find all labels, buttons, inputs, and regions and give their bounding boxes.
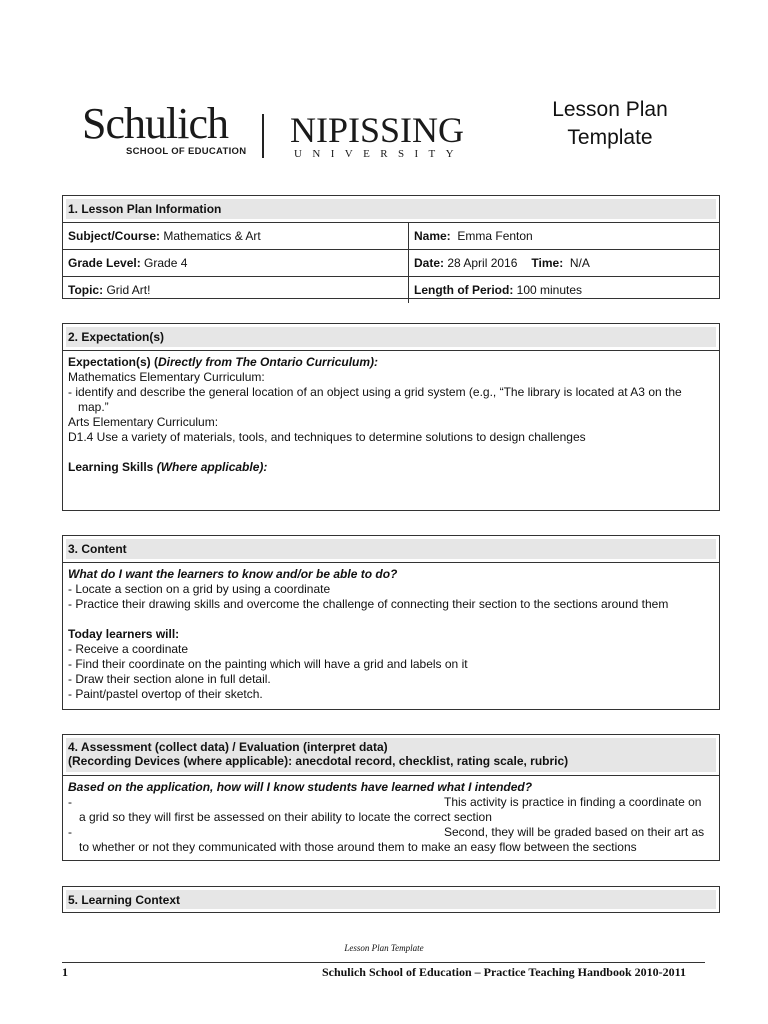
subject-value: Mathematics & Art bbox=[160, 229, 261, 243]
item-continuation: a grid so they will first be assessed on their ability to locate the correct section bbox=[79, 810, 492, 824]
list-item: - Find their coordinate on the painting which will have a grid and labels on it bbox=[68, 657, 468, 671]
grade-value: Grade 4 bbox=[140, 256, 188, 270]
page-number: 1 bbox=[62, 965, 68, 979]
section-heading: 3. Content bbox=[66, 539, 716, 559]
body-line: Arts Elementary Curriculum: bbox=[68, 415, 219, 429]
info-row bbox=[63, 249, 719, 276]
logo-divider bbox=[262, 114, 264, 158]
body-line: - identify and describe the general location of an object using a grid system (e.g., “The library is located at A3 on the map.” bbox=[68, 385, 682, 414]
list-item: - Draw their section alone in full detail. bbox=[68, 672, 271, 686]
name-cell bbox=[409, 223, 533, 249]
expectations-label: Expectation(s) ( bbox=[68, 355, 159, 369]
date-label: Date: bbox=[414, 256, 445, 270]
section-body bbox=[63, 351, 719, 479]
date-time-cell bbox=[409, 250, 590, 276]
item-dash: - bbox=[68, 825, 72, 839]
topic-cell bbox=[63, 277, 409, 303]
nipissing-logo-subtitle: UNIVERSITY bbox=[294, 148, 464, 160]
section-header bbox=[63, 887, 719, 912]
body-line: Mathematics Elementary Curriculum: bbox=[68, 370, 265, 384]
item-dash: - bbox=[68, 795, 72, 809]
section-heading: 2. Expectation(s) bbox=[66, 327, 716, 347]
assessment-heading-line1: 4. Assessment (collect data) / Evaluation (interpret data) bbox=[68, 740, 388, 754]
content-question: What do I want the learners to know and/or be able to do? bbox=[68, 567, 398, 581]
section-expectations bbox=[62, 323, 720, 511]
list-item: - Practice their drawing skills and overcome the challenge of connecting their section to the sections around them bbox=[68, 597, 669, 611]
topic-label: Topic: bbox=[68, 283, 104, 297]
section-header bbox=[63, 196, 719, 223]
section-learning-context bbox=[62, 886, 720, 913]
item-text: This activity is practice in finding a coordinate on bbox=[444, 795, 702, 809]
length-cell bbox=[409, 277, 582, 303]
name-label: Name: bbox=[414, 229, 451, 243]
item-continuation: to whether or not they communicated with those around them to make an easy flow between the sections bbox=[79, 840, 637, 854]
topic-value: Grid Art! bbox=[103, 283, 151, 297]
footer-template-label: Lesson Plan Template bbox=[344, 943, 424, 953]
info-row bbox=[63, 223, 719, 249]
section-body bbox=[63, 776, 719, 859]
schulich-logo bbox=[82, 96, 247, 160]
learning-skills-label: Learning Skills bbox=[68, 460, 157, 474]
list-item: - Locate a section on a grid by using a coordinate bbox=[68, 582, 331, 596]
section-assessment bbox=[62, 734, 720, 861]
date-value: 28 April 2016 bbox=[444, 256, 518, 270]
document-title bbox=[520, 96, 700, 152]
list-item: - Receive a coordinate bbox=[68, 642, 189, 656]
nipissing-logo-text: NIPISSING bbox=[290, 110, 465, 150]
grade-cell bbox=[63, 250, 409, 276]
footer-handbook-title: Schulich School of Education – Practice Teaching Handbook 2010-2011 bbox=[321, 965, 686, 979]
length-value: 100 minutes bbox=[513, 283, 583, 297]
time-value: N/A bbox=[563, 256, 590, 270]
subject-cell bbox=[63, 223, 409, 249]
assessment-question: Based on the application, how will I know students have learned what I intended? bbox=[68, 780, 533, 794]
learning-skills-label-italic: (Where applicable): bbox=[156, 460, 268, 474]
section-content bbox=[62, 535, 720, 710]
schulich-logo-subtitle: SCHOOL OF EDUCATION bbox=[126, 146, 247, 157]
section-heading: 1. Lesson Plan Information bbox=[66, 199, 716, 219]
name-value: Emma Fenton bbox=[450, 229, 533, 243]
document-title-line2: Template bbox=[567, 126, 653, 149]
footer-divider bbox=[62, 962, 705, 963]
assessment-item bbox=[68, 795, 713, 810]
nipissing-logo bbox=[290, 110, 480, 166]
list-item: - Paint/pastel overtop of their sketch. bbox=[68, 687, 263, 701]
section-lesson-info bbox=[62, 195, 720, 299]
document-title-line1: Lesson Plan bbox=[552, 98, 668, 121]
schulich-logo-text: Schulich bbox=[82, 99, 228, 148]
subject-label: Subject/Course: bbox=[68, 229, 161, 243]
length-label: Length of Period: bbox=[414, 283, 514, 297]
assessment-item bbox=[68, 825, 713, 840]
assessment-heading-line2: (Recording Devices (where applicable): anecdotal record, checklist, rating scale, rubric) bbox=[68, 754, 569, 768]
section-heading: 5. Learning Context bbox=[66, 890, 716, 909]
section-heading bbox=[66, 738, 716, 772]
today-label: Today learners will: bbox=[68, 627, 180, 641]
section-header bbox=[63, 324, 719, 351]
body-line: D1.4 Use a variety of materials, tools, and techniques to determine solutions to design challenges bbox=[68, 430, 586, 444]
section-body bbox=[63, 563, 719, 706]
item-text: Second, they will be graded based on their art as bbox=[444, 825, 705, 839]
expectations-label-italic: Directly from The Ontario Curriculum): bbox=[158, 355, 379, 369]
section-header bbox=[63, 735, 719, 776]
grade-label: Grade Level: bbox=[68, 256, 141, 270]
time-label: Time: bbox=[531, 256, 564, 270]
section-header bbox=[63, 536, 719, 563]
info-row bbox=[63, 276, 719, 303]
